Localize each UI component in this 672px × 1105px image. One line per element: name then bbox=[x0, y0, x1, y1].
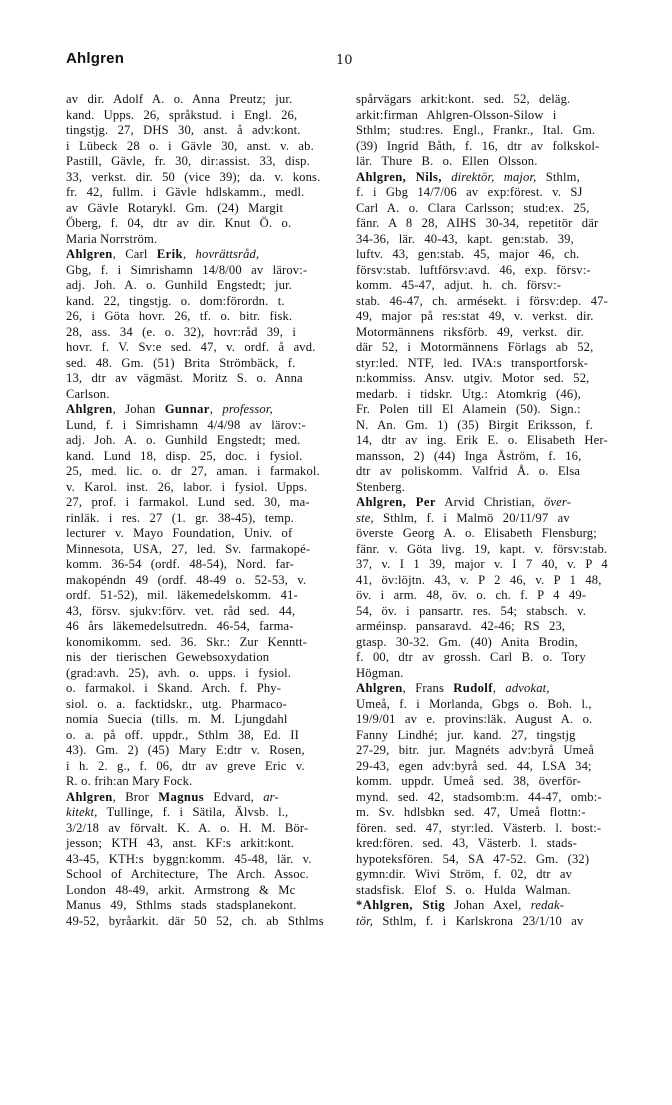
text-line: Öberg, f. 04, dtr av dir. Knut Ö. o. bbox=[66, 216, 292, 230]
text-line: i Lübeck 28 o. i Gävle 30, anst. v. ab. bbox=[66, 138, 314, 153]
right-column bbox=[356, 92, 634, 929]
text-line: fr. 42, fullm. i Gävle hdlskamm., medl. bbox=[66, 185, 305, 199]
text-line: 26, i Göta hovr. 26, tf. o. bitr. fisk. bbox=[66, 309, 293, 323]
entry-occupation: professor, bbox=[222, 402, 273, 416]
text-line: komm. uppdr. Umeå sed. 38, överför- bbox=[356, 774, 581, 788]
text-line: 46 års läkemedelsutredn. 46-54, farma- bbox=[66, 619, 294, 633]
text-line: spårvägars arkit:kont. sed. 52, deläg. bbox=[356, 92, 571, 106]
text-line: 28, ass. 34 (e. o. 32), hovr:råd 39, i bbox=[66, 324, 296, 339]
text-line: gymn:dir. Wivi Ström, f. 02, dtr av bbox=[356, 867, 573, 881]
text-line: gtasp. 30-32. Gm. (40) Anita Brodin, bbox=[356, 634, 578, 649]
text-line: 49, major på res:stat 49, v. verkst. dir. bbox=[356, 309, 594, 323]
text-line: Sthlm; stud:res. Engl., Frankr., Ital. Gm. bbox=[356, 123, 596, 137]
text-line: kred:fören. sed. 43, Västerb. l. stads- bbox=[356, 836, 577, 850]
text-line: Ahlgren, Carl Erik, hovrättsråd, bbox=[66, 247, 260, 261]
entry-headword: Rudolf bbox=[453, 681, 493, 695]
text-line: 41, öv:löjtn. 43, v. P 2 46, v. P 1 48, bbox=[356, 572, 602, 587]
text-line: av dir. Adolf A. o. Anna Preutz; jur. bbox=[66, 92, 293, 106]
text-line: komm. 45-47, adjut. h. ch. försv:- bbox=[356, 278, 562, 292]
text-line: dtr av poliskomm. Valfrid Å. o. Elsa bbox=[356, 464, 581, 478]
text-line: lecturer v. Mayo Foundation, Univ. of bbox=[66, 526, 293, 540]
text-line: lär. Thure B. o. Ellen Olsson. bbox=[356, 154, 538, 168]
text-line: Stenberg. bbox=[356, 479, 406, 494]
text-line: Gbg, f. i Simrishamn 14/8/00 av lärov:- bbox=[66, 262, 308, 277]
text-line: rinläk. i res. 27 (1. gr. 38-45), temp. bbox=[66, 510, 294, 525]
text-line: 13, dtr av vägmäst. Moritz S. o. Anna bbox=[66, 371, 303, 385]
text-line: Fr. Polen till El Alamein (50). Sign.: bbox=[356, 402, 581, 416]
text-line: 37, v. I 1 39, major v. I 7 40, v. P 4 bbox=[356, 557, 608, 571]
text-line: Maria Norrström. bbox=[66, 231, 158, 246]
text-line: 19/9/01 av e. provins:läk. August A. o. bbox=[356, 712, 593, 726]
text-line: Ahlgren, Bror Magnus Edvard, ar- bbox=[66, 789, 279, 804]
text-line: 3/2/18 av förvalt. K. A. o. H. M. Bör- bbox=[66, 820, 309, 835]
text-line: mynd. sed. 42, stadsomb:m. 44-47, omb:- bbox=[356, 789, 602, 804]
text-line: Carl A. o. Clara Carlsson; stud:ex. 25, bbox=[356, 200, 590, 215]
text-line: överste Georg A. o. Elisabeth Flensburg; bbox=[356, 526, 597, 540]
text-line: Fanny Lindhé; jur. kand. 27, tingstjg bbox=[356, 727, 576, 742]
text-line: ste, Sthlm, f. i Malmö 20/11/97 av bbox=[356, 510, 570, 525]
text-line: N. An. Gm. 1) (35) Birgit Eriksson, f. bbox=[356, 417, 594, 432]
text-line: London 48-49, arkit. Armstrong & Mc bbox=[66, 882, 296, 897]
text-line: kitekt, Tullinge, f. i Sätila, Älvsb. l., bbox=[66, 805, 289, 819]
text-line: Ahlgren, Frans Rudolf, advokat, bbox=[356, 681, 550, 695]
text-line: siol. o. a. facktidskr., utg. Pharmaco- bbox=[66, 696, 287, 711]
text-line: 27, prof. i farmakol. Lund sed. 30, ma- bbox=[66, 495, 310, 509]
entry-headword: Erik bbox=[156, 247, 183, 261]
text-line: Motormännens riksförb. 49, verkst. dir. bbox=[356, 324, 584, 339]
text-line: arkit:firman Ahlgren-Olsson-Silow i bbox=[356, 107, 557, 122]
text-line: 34-36, lär. 40-43, kapt. gen:stab. 39, bbox=[356, 231, 574, 246]
text-line: f. i Gbg 14/7/06 av exp:förest. v. SJ bbox=[356, 185, 583, 199]
text-line: adj. Joh. A. o. Gunhild Engstedt; med. bbox=[66, 433, 301, 447]
text-line: 27-29, bitr. jur. Magnéts adv:byrå Umeå bbox=[356, 743, 595, 757]
text-line: Umeå, f. i Morlanda, Gbgs o. Boh. l., bbox=[356, 696, 592, 711]
text-line: konomikomm. sed. 36. Skr.: Zur Kenntt- bbox=[66, 634, 308, 649]
entry-occupation: tör, bbox=[356, 913, 374, 928]
text-line: Manus 49, Sthlms stads stadsplanekont. bbox=[66, 898, 297, 912]
text-line: medarb. i tidskr. Utg.: Atomkrig (46), bbox=[356, 386, 581, 401]
text-line: 33, verkst. dir. 50 (vice 39); da. v. kons. bbox=[66, 169, 321, 184]
text-line: 43). Gm. 2) (45) Mary E:dtr v. Rosen, bbox=[66, 743, 305, 757]
text-line: fänr. A 8 28, AIHS 30-34, repetitör där bbox=[356, 216, 599, 230]
entry-occupation: redak- bbox=[530, 898, 565, 912]
text-line: 25, med. lic. o. dr 27, aman. i farmakol. bbox=[66, 464, 320, 478]
text-line: fänr. v. Göta livg. 19, kapt. v. försv:stab. bbox=[356, 541, 608, 556]
text-line: försv:stab. luftförsv:avd. 46, exp. försv:- bbox=[356, 262, 591, 277]
text-line: fören. sed. 47, styr:led. Västerb. l. bost:- bbox=[356, 820, 602, 835]
text-line: kand. Lund 18, disp. 25, doc. i fysiol. bbox=[66, 448, 303, 463]
text-line: hypoteksfören. 54, SA 47-52. Gm. (32) bbox=[356, 851, 590, 866]
text-line: 54, öv. i pansartr. res. 54; stabsch. v. bbox=[356, 603, 586, 618]
running-head-surname: Ahlgren bbox=[66, 50, 125, 67]
entry-headword: Ahlgren, Per bbox=[356, 495, 436, 509]
text-line: nomia Suecia (tills. m. M. Ljungdahl bbox=[66, 712, 288, 726]
entry-occupation: direktör, major, bbox=[451, 169, 537, 184]
running-head bbox=[66, 50, 626, 74]
text-line: 43, försv. sjukv:förv. vet. råd sed. 44, bbox=[66, 603, 296, 618]
entry-headword: Magnus bbox=[158, 789, 205, 804]
text-line: Minnesota, USA, 27, led. Sv. farmakopé- bbox=[66, 541, 311, 556]
text-line: (39) Ingrid Båth, f. 16, dtr av folkskol- bbox=[356, 138, 600, 153]
text-line: adj. Joh. A. o. Gunhild Engstedt; jur. bbox=[66, 278, 293, 292]
text-line: arméinsp. pansaravd. 42-46; RS 23, bbox=[356, 619, 566, 633]
text-line: tingstjg. 27, DHS 30, anst. å adv:kont. bbox=[66, 123, 301, 137]
entry-occupation: hovrättsråd, bbox=[195, 247, 260, 261]
text-line: hovr. f. V. Sv:e sed. 47, v. ordf. å avd. bbox=[66, 340, 316, 354]
entry-headword: Ahlgren, Nils, bbox=[356, 169, 442, 184]
text-line: 43-45, KTH:s byggn:komm. 45-48, lär. v. bbox=[66, 851, 312, 866]
text-line: Högman. bbox=[356, 665, 404, 680]
left-column bbox=[66, 92, 336, 929]
page-number: 10 bbox=[336, 53, 353, 68]
entry-occupation: över- bbox=[543, 495, 572, 509]
text-line: öv. i arm. 48, öv. o. ch. f. P 4 49- bbox=[356, 588, 587, 602]
text-line: där 52, i Motormännens Förlags ab 52, bbox=[356, 340, 594, 354]
entry-headword: Ahlgren bbox=[356, 681, 403, 695]
text-line: o. farmakol. i Skand. Arch. f. Phy- bbox=[66, 681, 282, 695]
text-line: kand. 22, tingstjg. o. dom:förordn. t. bbox=[66, 293, 285, 308]
text-line: o. a. på off. uppdr., Sthlm 38, Ed. II bbox=[66, 727, 299, 742]
text-line: av Gävle Rotarykl. Gm. (24) Margit bbox=[66, 200, 284, 215]
text-line: komm. 36-54 (ordf. 48-54), Nord. far- bbox=[66, 557, 295, 571]
text-line: 29-43, egen adv:byrå sed. 44, LSA 34; bbox=[356, 758, 592, 773]
text-line: Ahlgren, Nils, direktör, major, Sthlm, bbox=[356, 169, 580, 184]
text-line: sed. 48. Gm. (51) Brita Strömbäck, f. bbox=[66, 355, 296, 370]
text-line: Lund, f. i Simrishamn 4/4/98 av lärov:- bbox=[66, 417, 306, 432]
text-line: Ahlgren, Per Arvid Christian, över- bbox=[356, 495, 572, 509]
text-line: *Ahlgren, Stig Johan Axel, redak- bbox=[356, 898, 565, 912]
text-line: Carlson. bbox=[66, 386, 110, 401]
entry-occupation: ste, bbox=[356, 510, 374, 525]
text-line: n:kommiss. Ansv. utgiv. Motor sed. 52, bbox=[356, 371, 590, 385]
text-line: stadsfisk. Elof S. o. Hulda Walman. bbox=[356, 882, 571, 897]
text-line: styr:led. NTF, led. IVA:s transportforsk- bbox=[356, 355, 589, 370]
text-line: kand. Upps. 26, språkstud. i Engl. 26, bbox=[66, 107, 298, 122]
text-line: 49-52, byråarkit. där 50 52, ch. ab Sthlms bbox=[66, 913, 324, 928]
text-line: nis der tierischen Gewebsoxydation bbox=[66, 650, 270, 664]
entry-headword: *Ahlgren, Stig bbox=[356, 898, 446, 912]
text-line: luftv. 43, gen:stab. 45, major 46, ch. bbox=[356, 247, 580, 261]
text-line: f. 00, dtr av grossh. Carl B. o. Tory bbox=[356, 650, 586, 664]
text-line: stab. 46-47, ch. armésekt. i försv:dep. 47- bbox=[356, 293, 608, 308]
entry-occupation: ar- bbox=[263, 789, 279, 804]
text-line: ordf. 51-52), mil. läkemedelskomm. 41- bbox=[66, 588, 298, 602]
text-line: Ahlgren, Johan Gunnar, professor, bbox=[66, 402, 273, 416]
text-line: jesson; KTH 43, anst. KF:s arkit:kont. bbox=[66, 836, 295, 850]
text-line: Pastill, Gävle, fr. 30, dir:assist. 33, disp. bbox=[66, 154, 310, 168]
text-line: School of Architecture, The Arch. Assoc. bbox=[66, 867, 309, 881]
text-line: v. Karol. inst. 26, labor. i fysiol. Upps. bbox=[66, 479, 308, 494]
text-line: mansson, 2) (44) Inga Åström, f. 16, bbox=[356, 448, 582, 463]
text-line: i h. 2. g., f. 06, dtr av greve Eric v. bbox=[66, 758, 305, 773]
text-line: makopéndn 49 (ordf. 48-49 o. 52-53, v. bbox=[66, 572, 307, 587]
text-line: R. o. frih:an Mary Fock. bbox=[66, 774, 193, 788]
text-line: tör, Sthlm, f. i Karlskrona 23/1/10 av bbox=[356, 913, 584, 928]
entry-headword: Ahlgren bbox=[66, 402, 113, 416]
entry-headword: Gunnar bbox=[164, 402, 210, 416]
entry-headword: Ahlgren bbox=[66, 247, 113, 261]
entry-headword: Ahlgren bbox=[66, 789, 113, 804]
text-line: m. Sv. hdlsbkn sed. 47, Umeå flottn:- bbox=[356, 805, 586, 819]
text-line: 14, dtr av ing. Erik E. o. Elisabeth Her- bbox=[356, 433, 608, 447]
text-line: (grad:avh. 25), avh. o. upps. i fysiol. bbox=[66, 665, 292, 680]
entry-occupation: advokat, bbox=[505, 681, 550, 695]
entry-occupation: kitekt, bbox=[66, 805, 98, 819]
